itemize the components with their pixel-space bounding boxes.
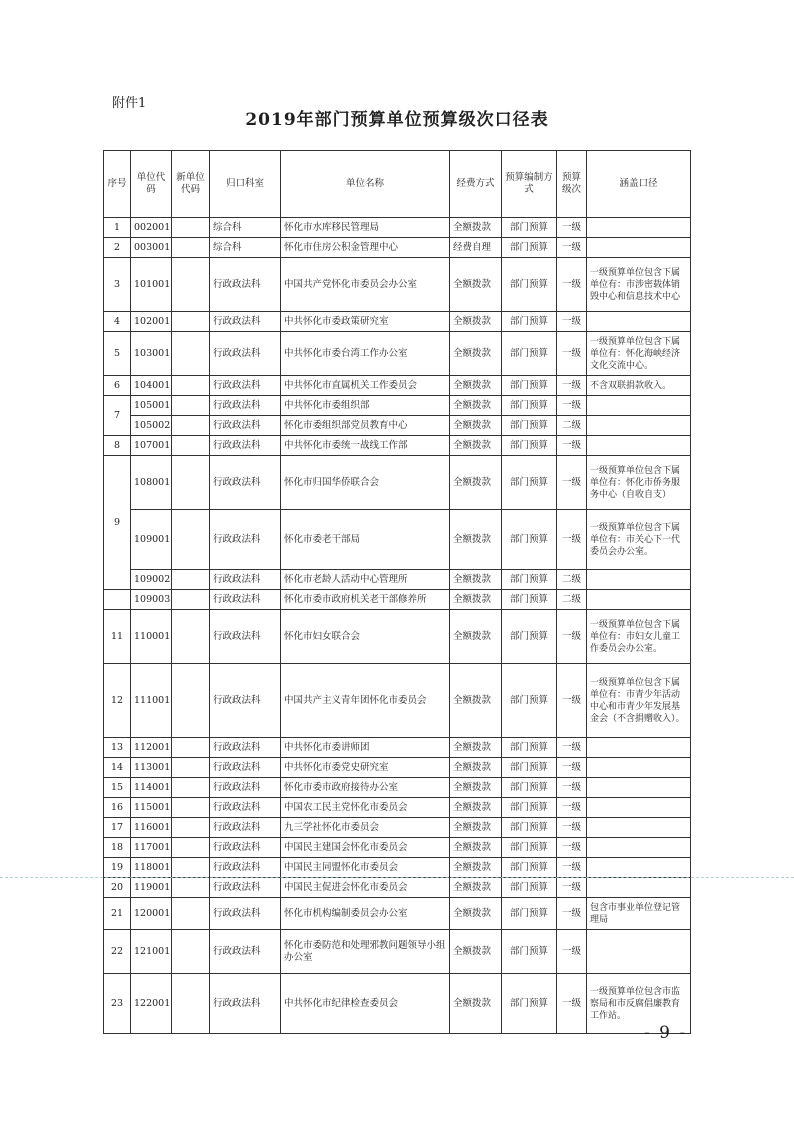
scope-cell xyxy=(587,738,691,758)
code-cell: 105002 xyxy=(131,416,172,436)
funding-cell: 全额拨款 xyxy=(450,396,502,416)
dept-cell: 综合科 xyxy=(210,238,281,258)
funding-cell: 全额拨款 xyxy=(450,510,502,570)
unit-name-cell: 怀化市机构编制委员会办公室 xyxy=(281,898,450,930)
scope-cell xyxy=(587,878,691,898)
mode-cell: 部门预算 xyxy=(502,376,557,396)
mode-cell: 部门预算 xyxy=(502,218,557,238)
table-row xyxy=(104,898,691,930)
new-code-cell xyxy=(172,396,210,416)
seq-cell xyxy=(104,590,131,610)
level-cell: 一级 xyxy=(557,376,587,396)
unit-name-cell: 中国民主促进会怀化市委员会 xyxy=(281,878,450,898)
dept-cell: 行政政法科 xyxy=(210,664,281,738)
funding-cell: 全额拨款 xyxy=(450,218,502,238)
table-row xyxy=(104,376,691,396)
table-row xyxy=(104,510,691,570)
unit-name-cell: 中国共产党怀化市委员会办公室 xyxy=(281,258,450,312)
unit-name-cell: 怀化市委市政府机关老干部修养所 xyxy=(281,590,450,610)
mode-cell: 部门预算 xyxy=(502,396,557,416)
table-header-row xyxy=(104,151,691,218)
level-cell: 一级 xyxy=(557,974,587,1034)
col-header-dept: 归口科室 xyxy=(210,151,281,218)
new-code-cell xyxy=(172,838,210,858)
scope-cell xyxy=(587,416,691,436)
mode-cell: 部门预算 xyxy=(502,456,557,510)
budget-level-table xyxy=(103,150,691,1034)
table-row xyxy=(104,218,691,238)
code-cell: 122001 xyxy=(131,974,172,1034)
new-code-cell xyxy=(172,798,210,818)
col-header-funding: 经费方式 xyxy=(450,151,502,218)
seq-cell: 4 xyxy=(104,312,131,332)
unit-name-cell: 怀化市住房公积金管理中心 xyxy=(281,238,450,258)
col-header-unit-name: 单位名称 xyxy=(281,151,450,218)
level-cell: 二级 xyxy=(557,590,587,610)
dept-cell: 行政政法科 xyxy=(210,738,281,758)
scope-cell xyxy=(587,312,691,332)
seq-cell: 17 xyxy=(104,818,131,838)
unit-name-cell: 怀化市委市政府接待办公室 xyxy=(281,778,450,798)
dept-cell: 行政政法科 xyxy=(210,312,281,332)
seq-cell: 16 xyxy=(104,798,131,818)
dept-cell: 行政政法科 xyxy=(210,798,281,818)
funding-cell: 全额拨款 xyxy=(450,416,502,436)
seq-cell: 20 xyxy=(104,878,131,898)
seq-cell: 14 xyxy=(104,758,131,778)
seq-cell: 23 xyxy=(104,974,131,1034)
level-cell: 一级 xyxy=(557,798,587,818)
dept-cell: 行政政法科 xyxy=(210,778,281,798)
level-cell: 一级 xyxy=(557,610,587,664)
col-header-level: 预算级次 xyxy=(557,151,587,218)
code-cell: 118001 xyxy=(131,858,172,878)
new-code-cell xyxy=(172,258,210,312)
level-cell: 一级 xyxy=(557,930,587,974)
table-row xyxy=(104,664,691,738)
page-number: - 9 - xyxy=(644,1023,688,1043)
unit-name-cell: 怀化市水库移民管理局 xyxy=(281,218,450,238)
new-code-cell xyxy=(172,416,210,436)
new-code-cell xyxy=(172,758,210,778)
dept-cell: 综合科 xyxy=(210,218,281,238)
funding-cell: 全额拨款 xyxy=(450,778,502,798)
code-cell: 115001 xyxy=(131,798,172,818)
funding-cell: 全额拨款 xyxy=(450,898,502,930)
funding-cell: 全额拨款 xyxy=(450,332,502,376)
unit-name-cell: 中共怀化市委政策研究室 xyxy=(281,312,450,332)
dept-cell: 行政政法科 xyxy=(210,510,281,570)
dept-cell: 行政政法科 xyxy=(210,858,281,878)
table-row xyxy=(104,396,691,416)
code-cell: 101001 xyxy=(131,258,172,312)
new-code-cell xyxy=(172,898,210,930)
mode-cell: 部门预算 xyxy=(502,590,557,610)
code-cell: 108001 xyxy=(131,456,172,510)
new-code-cell xyxy=(172,332,210,376)
seq-cell: 2 xyxy=(104,238,131,258)
page-title: 2019年部门预算单位预算级次口径表 xyxy=(245,110,549,130)
table-row xyxy=(104,590,691,610)
new-code-cell xyxy=(172,570,210,590)
new-code-cell xyxy=(172,930,210,974)
table-row xyxy=(104,858,691,878)
table-row xyxy=(104,838,691,858)
new-code-cell xyxy=(172,974,210,1034)
level-cell: 一级 xyxy=(557,238,587,258)
table-row xyxy=(104,758,691,778)
code-cell: 109001 xyxy=(131,510,172,570)
new-code-cell xyxy=(172,818,210,838)
unit-name-cell: 怀化市老龄人活动中心管理所 xyxy=(281,570,450,590)
new-code-cell xyxy=(172,218,210,238)
code-cell: 117001 xyxy=(131,838,172,858)
unit-name-cell: 中共怀化市委统一战线工作部 xyxy=(281,436,450,456)
funding-cell: 全额拨款 xyxy=(450,878,502,898)
mode-cell: 部门预算 xyxy=(502,312,557,332)
new-code-cell xyxy=(172,858,210,878)
funding-cell: 全额拨款 xyxy=(450,258,502,312)
scope-cell xyxy=(587,838,691,858)
table-row xyxy=(104,610,691,664)
level-cell: 一级 xyxy=(557,218,587,238)
funding-cell: 全额拨款 xyxy=(450,456,502,510)
code-cell: 104001 xyxy=(131,376,172,396)
unit-name-cell: 中共怀化市委组织部 xyxy=(281,396,450,416)
scope-cell xyxy=(587,858,691,878)
level-cell: 一级 xyxy=(557,818,587,838)
table-row xyxy=(104,238,691,258)
dept-cell: 行政政法科 xyxy=(210,878,281,898)
scan-artifact-line xyxy=(0,877,794,878)
col-header-new-code: 新单位代码 xyxy=(172,151,210,218)
dept-cell: 行政政法科 xyxy=(210,332,281,376)
table-row xyxy=(104,930,691,974)
level-cell: 一级 xyxy=(557,258,587,312)
code-cell: 116001 xyxy=(131,818,172,838)
dept-cell: 行政政法科 xyxy=(210,838,281,858)
unit-name-cell: 中共怀化市纪律检查委员会 xyxy=(281,974,450,1034)
level-cell: 二级 xyxy=(557,570,587,590)
table-row xyxy=(104,436,691,456)
table-row xyxy=(104,878,691,898)
dept-cell: 行政政法科 xyxy=(210,258,281,312)
scope-cell xyxy=(587,396,691,416)
funding-cell: 全额拨款 xyxy=(450,436,502,456)
scope-cell: 一级预算单位包含下属单位有：市妇女儿童工作委员会办公室。 xyxy=(587,610,691,664)
scope-cell xyxy=(587,818,691,838)
table-row xyxy=(104,258,691,312)
dept-cell: 行政政法科 xyxy=(210,818,281,838)
code-cell: 119001 xyxy=(131,878,172,898)
table-row xyxy=(104,778,691,798)
mode-cell: 部门预算 xyxy=(502,258,557,312)
level-cell: 一级 xyxy=(557,510,587,570)
seq-cell: 15 xyxy=(104,778,131,798)
unit-name-cell: 中共怀化市委讲师团 xyxy=(281,738,450,758)
scope-cell xyxy=(587,436,691,456)
new-code-cell xyxy=(172,376,210,396)
mode-cell: 部门预算 xyxy=(502,570,557,590)
code-cell: 111001 xyxy=(131,664,172,738)
dept-cell: 行政政法科 xyxy=(210,570,281,590)
new-code-cell xyxy=(172,436,210,456)
dept-cell: 行政政法科 xyxy=(210,590,281,610)
dept-cell: 行政政法科 xyxy=(210,610,281,664)
level-cell: 一级 xyxy=(557,758,587,778)
funding-cell: 全额拨款 xyxy=(450,376,502,396)
level-cell: 一级 xyxy=(557,312,587,332)
funding-cell: 全额拨款 xyxy=(450,312,502,332)
level-cell: 一级 xyxy=(557,456,587,510)
scope-cell: 不含双联捐款收入。 xyxy=(587,376,691,396)
table-row xyxy=(104,312,691,332)
mode-cell: 部门预算 xyxy=(502,416,557,436)
new-code-cell xyxy=(172,610,210,664)
funding-cell: 经费自理 xyxy=(450,238,502,258)
unit-name-cell: 中国民主建国会怀化市委员会 xyxy=(281,838,450,858)
code-cell: 120001 xyxy=(131,898,172,930)
new-code-cell xyxy=(172,738,210,758)
seq-cell: 3 xyxy=(104,258,131,312)
unit-name-cell: 中国民主同盟怀化市委员会 xyxy=(281,858,450,878)
scope-cell xyxy=(587,930,691,974)
funding-cell: 全额拨款 xyxy=(450,610,502,664)
code-cell: 105001 xyxy=(131,396,172,416)
scope-cell: 包含市事业单位登记管理局 xyxy=(587,898,691,930)
code-cell: 103001 xyxy=(131,332,172,376)
col-header-seq: 序号 xyxy=(104,151,131,218)
level-cell: 一级 xyxy=(557,838,587,858)
table-row xyxy=(104,570,691,590)
dept-cell: 行政政法科 xyxy=(210,930,281,974)
unit-name-cell: 中共怀化市委党史研究室 xyxy=(281,758,450,778)
table-row xyxy=(104,738,691,758)
unit-name-cell: 中共怀化市委台湾工作办公室 xyxy=(281,332,450,376)
code-cell: 112001 xyxy=(131,738,172,758)
code-cell: 002001 xyxy=(131,218,172,238)
level-cell: 一级 xyxy=(557,858,587,878)
dept-cell: 行政政法科 xyxy=(210,758,281,778)
mode-cell: 部门预算 xyxy=(502,332,557,376)
seq-cell: 19 xyxy=(104,858,131,878)
scope-cell xyxy=(587,238,691,258)
code-cell: 102001 xyxy=(131,312,172,332)
dept-cell: 行政政法科 xyxy=(210,396,281,416)
scope-cell: 一级预算单位包含下属单位有：市涉密载体销毁中心和信息技术中心 xyxy=(587,258,691,312)
dept-cell: 行政政法科 xyxy=(210,416,281,436)
unit-name-cell: 中国共产主义青年团怀化市委员会 xyxy=(281,664,450,738)
mode-cell: 部门预算 xyxy=(502,838,557,858)
funding-cell: 全额拨款 xyxy=(450,974,502,1034)
funding-cell: 全额拨款 xyxy=(450,664,502,738)
new-code-cell xyxy=(172,664,210,738)
table-row xyxy=(104,798,691,818)
seq-cell: 5 xyxy=(104,332,131,376)
dept-cell: 行政政法科 xyxy=(210,898,281,930)
seq-cell: 21 xyxy=(104,898,131,930)
code-cell: 109003 xyxy=(131,590,172,610)
funding-cell: 全额拨款 xyxy=(450,818,502,838)
seq-cell: 22 xyxy=(104,930,131,974)
dept-cell: 行政政法科 xyxy=(210,974,281,1034)
mode-cell: 部门预算 xyxy=(502,878,557,898)
level-cell: 一级 xyxy=(557,898,587,930)
funding-cell: 全额拨款 xyxy=(450,758,502,778)
dept-cell: 行政政法科 xyxy=(210,436,281,456)
table-row xyxy=(104,974,691,1034)
unit-name-cell: 怀化市委组织部党员教育中心 xyxy=(281,416,450,436)
mode-cell: 部门预算 xyxy=(502,974,557,1034)
mode-cell: 部门预算 xyxy=(502,738,557,758)
seq-cell: 9 xyxy=(104,456,131,590)
scope-cell xyxy=(587,758,691,778)
level-cell: 一级 xyxy=(557,664,587,738)
mode-cell: 部门预算 xyxy=(502,664,557,738)
dept-cell: 行政政法科 xyxy=(210,376,281,396)
col-header-mode: 预算编制方式 xyxy=(502,151,557,218)
new-code-cell xyxy=(172,590,210,610)
mode-cell: 部门预算 xyxy=(502,858,557,878)
level-cell: 一级 xyxy=(557,436,587,456)
new-code-cell xyxy=(172,238,210,258)
level-cell: 一级 xyxy=(557,332,587,376)
scope-cell xyxy=(587,218,691,238)
mode-cell: 部门预算 xyxy=(502,436,557,456)
seq-cell: 18 xyxy=(104,838,131,858)
mode-cell: 部门预算 xyxy=(502,238,557,258)
col-header-code: 单位代码 xyxy=(131,151,172,218)
code-cell: 114001 xyxy=(131,778,172,798)
scope-cell: 一级预算单位包含市监察局和市反腐倡廉教育工作站。 xyxy=(587,974,691,1034)
level-cell: 一级 xyxy=(557,738,587,758)
level-cell: 二级 xyxy=(557,416,587,436)
new-code-cell xyxy=(172,510,210,570)
mode-cell: 部门预算 xyxy=(502,798,557,818)
unit-name-cell: 九三学社怀化市委员会 xyxy=(281,818,450,838)
scope-cell: 一级预算单位包含下属单位有：怀化市侨务服务中心（自收自支） xyxy=(587,456,691,510)
funding-cell: 全额拨款 xyxy=(450,858,502,878)
table-row xyxy=(104,818,691,838)
table-row xyxy=(104,416,691,436)
mode-cell: 部门预算 xyxy=(502,758,557,778)
dept-cell: 行政政法科 xyxy=(210,456,281,510)
new-code-cell xyxy=(172,456,210,510)
seq-cell: 7 xyxy=(104,396,131,436)
seq-cell: 8 xyxy=(104,436,131,456)
unit-name-cell: 中共怀化市直属机关工作委员会 xyxy=(281,376,450,396)
unit-name-cell: 怀化市妇女联合会 xyxy=(281,610,450,664)
funding-cell: 全额拨款 xyxy=(450,798,502,818)
new-code-cell xyxy=(172,778,210,798)
seq-cell: 1 xyxy=(104,218,131,238)
seq-cell: 12 xyxy=(104,664,131,738)
code-cell: 113001 xyxy=(131,758,172,778)
seq-cell: 11 xyxy=(104,610,131,664)
funding-cell: 全额拨款 xyxy=(450,590,502,610)
funding-cell: 全额拨款 xyxy=(450,930,502,974)
mode-cell: 部门预算 xyxy=(502,818,557,838)
unit-name-cell: 怀化市委老干部局 xyxy=(281,510,450,570)
level-cell: 一级 xyxy=(557,396,587,416)
scope-cell xyxy=(587,798,691,818)
code-cell: 121001 xyxy=(131,930,172,974)
scope-cell xyxy=(587,778,691,798)
code-cell: 109002 xyxy=(131,570,172,590)
funding-cell: 全额拨款 xyxy=(450,738,502,758)
scope-cell: 一级预算单位包含下属单位有：怀化海峡经济文化交流中心。 xyxy=(587,332,691,376)
code-cell: 107001 xyxy=(131,436,172,456)
level-cell: 一级 xyxy=(557,878,587,898)
code-cell: 110001 xyxy=(131,610,172,664)
code-cell: 003001 xyxy=(131,238,172,258)
mode-cell: 部门预算 xyxy=(502,510,557,570)
level-cell: 一级 xyxy=(557,778,587,798)
new-code-cell xyxy=(172,312,210,332)
funding-cell: 全额拨款 xyxy=(450,570,502,590)
unit-name-cell: 中国农工民主党怀化市委员会 xyxy=(281,798,450,818)
scope-cell xyxy=(587,590,691,610)
scope-cell xyxy=(587,570,691,590)
table-row xyxy=(104,456,691,510)
funding-cell: 全额拨款 xyxy=(450,838,502,858)
col-header-scope: 涵盖口径 xyxy=(587,151,691,218)
unit-name-cell: 怀化市归国华侨联合会 xyxy=(281,456,450,510)
mode-cell: 部门预算 xyxy=(502,610,557,664)
scope-cell: 一级预算单位包含下属单位有：市青少年活动中心和市青少年发展基金会（不含捐赠收入）。 xyxy=(587,664,691,738)
mode-cell: 部门预算 xyxy=(502,930,557,974)
mode-cell: 部门预算 xyxy=(502,898,557,930)
new-code-cell xyxy=(172,878,210,898)
attachment-label: 附件1 xyxy=(112,96,147,111)
seq-cell: 6 xyxy=(104,376,131,396)
mode-cell: 部门预算 xyxy=(502,778,557,798)
table-row xyxy=(104,332,691,376)
unit-name-cell: 怀化市委防范和处理邪教问题领导小组办公室 xyxy=(281,930,450,974)
scope-cell: 一级预算单位包含下属单位有：市关心下一代委员会办公室。 xyxy=(587,510,691,570)
seq-cell: 13 xyxy=(104,738,131,758)
